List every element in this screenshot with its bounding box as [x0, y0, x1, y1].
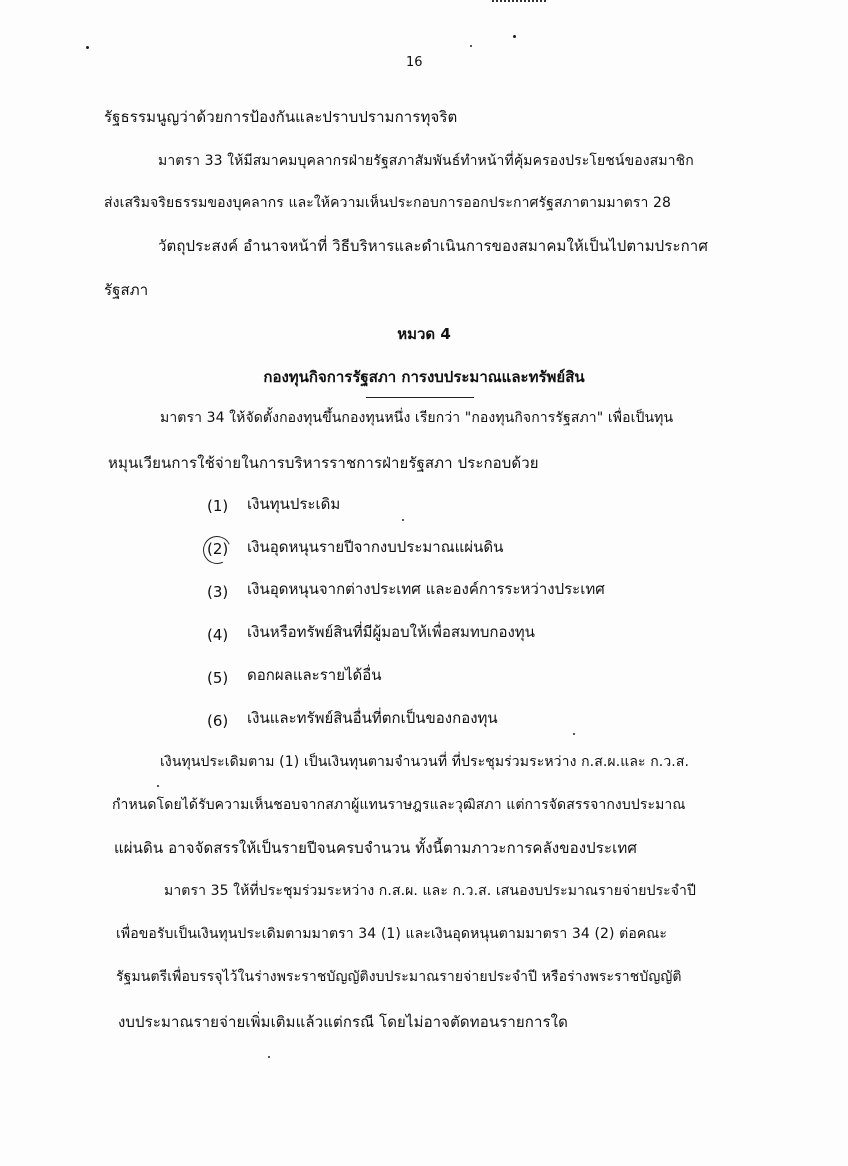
- capital-paragraph-line: แผ่นดิน อาจจัดสรรให้เป็นรายปีจนครบจำนวน ทั้งนี้ตามภาวะการคลังของประเทศ: [114, 839, 637, 857]
- scan-artifact-bar: [492, 0, 546, 2]
- chapter-title: กองทุนกิจการรัฐสภา การงบประมาณและทรัพย์สิน: [263, 368, 585, 386]
- list-item-text: เงินหรือทรัพย์สินที่มีผู้มอบให้เพื่อสมทบกองทุน: [247, 623, 535, 641]
- title-underline: [366, 397, 474, 398]
- section-34-line: หมุนเวียนการใช้จ่ายในการบริหารราชการฝ่ายรัฐสภา ประกอบด้วย: [108, 454, 539, 472]
- text-line: รัฐสภา: [104, 281, 149, 299]
- scan-speck: [573, 733, 575, 735]
- capital-paragraph-line: กำหนดโดยได้รับความเห็นชอบจากสภาผู้แทนราษฎรและวุฒิสภา แต่การจัดสรรจากงบประมาณ: [112, 797, 686, 813]
- text-line: ส่งเสริมจริยธรรมของบุคลากร และให้ความเห็นประกอบการออกประกาศรัฐสภาตามมาตรา 28: [104, 195, 672, 211]
- scan-speck: [402, 519, 404, 521]
- chapter-heading: หมวด 4: [397, 325, 451, 343]
- list-item-number: (2): [207, 540, 229, 558]
- section-35-line: รัฐมนตรีเพื่อบรรจุไว้ในร่างพระราชบัญญัติงบประมาณรายจ่ายประจำปี หรือร่างพระราชบัญญัติ: [116, 969, 682, 985]
- list-item-number: (1): [207, 497, 229, 515]
- scan-speck: [470, 45, 472, 47]
- section-34-line: มาตรา 34 ให้จัดตั้งกองทุนขึ้นกองทุนหนึ่ง เรียกว่า "กองทุนกิจการรัฐสภา" เพื่อเป็นทุน: [160, 410, 674, 426]
- list-item-text: เงินอุดหนุนจากต่างประเทศ และองค์การระหว่างประเทศ: [247, 580, 605, 598]
- list-item-text: เงินทุนประเดิม: [247, 495, 341, 513]
- list-item-number: (3): [207, 583, 229, 601]
- list-item-number: (6): [207, 712, 229, 730]
- text-line: รัฐธรรมนูญว่าด้วยการป้องกันและปราบปรามการทุจริต: [104, 108, 458, 126]
- page-number: 16: [406, 55, 423, 70]
- section-35-line: มาตรา 35 ให้ที่ประชุมร่วมระหว่าง ก.ส.ผ. และ ก.ว.ส. เสนองบประมาณรายจ่ายประจำปี: [164, 883, 696, 899]
- list-item-text: เงินและทรัพย์สินอื่นที่ตกเป็นของกองทุน: [247, 709, 498, 727]
- section-35-line: งบประมาณรายจ่ายเพิ่มเติมแล้วแต่กรณี โดยไม่อาจตัดทอนรายการใด: [118, 1013, 568, 1031]
- section-35-line: เพื่อขอรับเป็นเงินทุนประเดิมตามมาตรา 34 (1) และเงินอุดหนุนตามมาตรา 34 (2) ต่อคณะ: [116, 926, 668, 942]
- list-item-text: ดอกผลและรายได้อื่น: [247, 666, 382, 684]
- scan-speck: [268, 1056, 270, 1058]
- capital-paragraph-line: เงินทุนประเดิมตาม (1) เป็นเงินทุนตามจำนวนที่ ที่ประชุมร่วมระหว่าง ก.ส.ผ.และ ก.ว.ส.: [160, 754, 690, 770]
- scan-speck: [86, 46, 89, 49]
- scan-speck: [513, 35, 516, 38]
- text-line: วัตถุประสงค์ อำนาจหน้าที่ วิธีบริหารและดำเนินการของสมาคมให้เป็นไปตามประกาศ: [158, 237, 708, 255]
- list-item-number: (4): [207, 626, 229, 644]
- list-item-number: (5): [207, 669, 229, 687]
- list-item-text: เงินอุดหนุนรายปีจากงบประมาณแผ่นดิน: [247, 538, 504, 556]
- scan-speck: [157, 785, 159, 787]
- text-line: มาตรา 33 ให้มีสมาคมบุคลากรฝ่ายรัฐสภาสัมพันธ์ทำหน้าที่คุ้มครองประโยชน์ของสมาชิก: [158, 153, 694, 169]
